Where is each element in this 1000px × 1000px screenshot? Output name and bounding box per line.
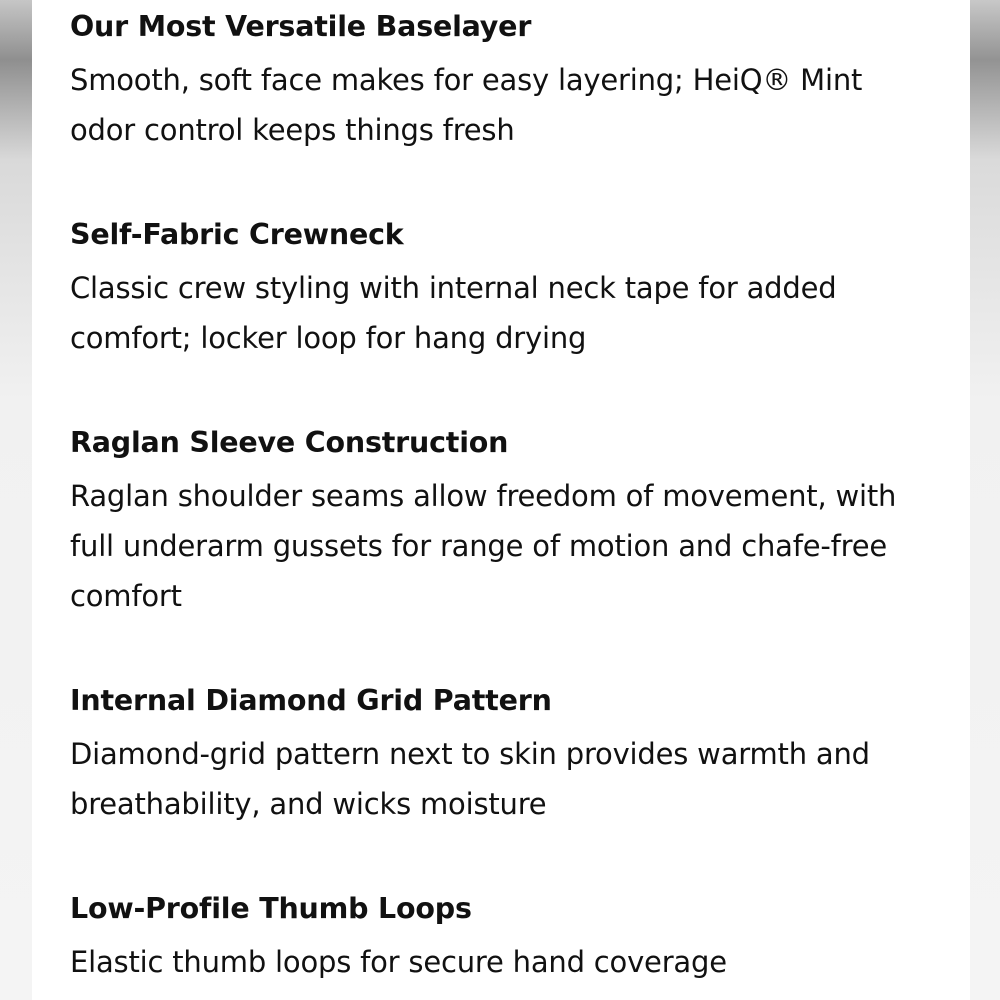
feature-description: Diamond-grid pattern next to skin provides warmth and breathability, and wicks moisture [70, 737, 870, 821]
feature-title: Self-Fabric Crewneck [70, 218, 404, 251]
feature-item-thumb-loops [70, 889, 950, 987]
feature-sheet [32, 0, 970, 1000]
feature-title: Raglan Sleeve Construction [70, 426, 509, 459]
feature-title: Internal Diamond Grid Pattern [70, 684, 552, 717]
feature-item-versatile-baselayer [70, 7, 950, 155]
feature-description: Smooth, soft face makes for easy layering; HeiQ® Mint odor control keeps things fresh [70, 63, 863, 147]
left-edge-shadow [0, 0, 32, 1000]
feature-item-self-fabric-crewneck [70, 215, 950, 363]
feature-description: Classic crew styling with internal neck tape for added comfort; locker loop for hang drying [70, 271, 837, 355]
feature-description: Elastic thumb loops for secure hand coverage [70, 945, 727, 979]
right-edge-shadow [970, 0, 1000, 1000]
feature-item-diamond-grid [70, 681, 950, 829]
feature-title: Low-Profile Thumb Loops [70, 892, 472, 925]
feature-description: Raglan shoulder seams allow freedom of movement, with full underarm gussets for range of motion and chafe-free comfort [70, 479, 897, 613]
feature-title: Our Most Versatile Baselayer [70, 10, 532, 43]
feature-item-raglan-sleeve [70, 423, 950, 621]
